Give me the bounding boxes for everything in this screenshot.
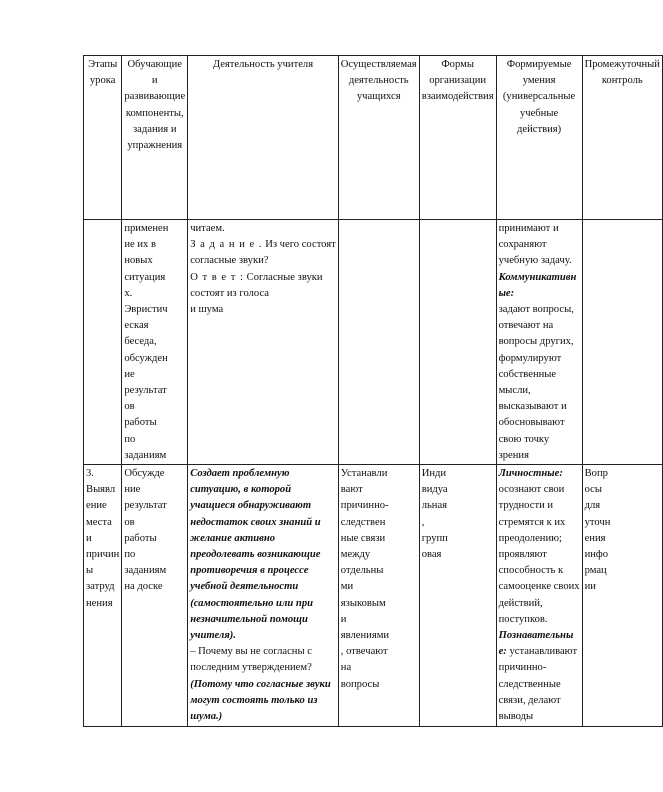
header-control: Промежуточный контроль [582, 56, 662, 220]
header-teacher-activity: Деятельность учителя [188, 56, 339, 220]
row2-students-cell: Устанавли вают причинно- следствен ные связи между отдельны ми языковым и явлениями , отвечают на вопросы [338, 465, 419, 727]
personal-label: Личностные: [498, 468, 563, 480]
table-row [84, 220, 663, 465]
row2-components-cell: Обсужде ние результат ов работы по заданиям на доске [122, 465, 188, 727]
row2-teacher-cell: Создает проблемную ситуацию, в которой учащиеся обнаруживают недостаток своих знаний и желание активно преодолевать возникающие противоречия в процессе учебной деятельности (самостоятельно или при незначительной помощи учителя). – Почему вы не согласны с последним утверждением? (Потому что согласные звуки могут состоять только из шума.) [188, 465, 339, 727]
row1-teacher-cell: читаем. З а д а н и е . Из чего состоят согласные звуки? О т в е т : Согласные звуки состоят из голоса и шума [188, 220, 339, 465]
row1-students-cell [338, 220, 419, 465]
table-row [84, 465, 663, 727]
row1-components-cell: применен ие их в новых ситуация х. Эвристич еская беседа, обсужден ие результат ов работы по заданиям [122, 220, 188, 465]
task-label: З а д а н и е . [190, 239, 263, 251]
header-components: Обучающие и развивающие компоненты, задания и упражнения [122, 56, 188, 220]
communicative-label: Коммуникативн [498, 271, 577, 283]
cognitive-label: Познавательны [498, 630, 574, 642]
row1-control-cell [582, 220, 662, 465]
row1-skills-cell: принимают и сохраняют учебную задачу. Коммуникативн ые: задают вопросы, отвечают на вопросы других, формулируют собственные мысли, высказывают и обосновывают свою точку зрения [496, 220, 582, 465]
row1-stage-cell [84, 220, 122, 465]
answer-label: О т в е т : [190, 271, 244, 283]
header-skills: Формируемые умения (универсальные учебные действия) [496, 56, 582, 220]
row2-control-cell: Вопр осы для уточн ения инфо рмац ии [582, 465, 662, 727]
header-interaction-forms: Формы организации взаимодействия [419, 56, 496, 220]
lesson-plan-table [83, 55, 663, 727]
row2-forms-cell: Инди видуа льная , групп овая [419, 465, 496, 727]
row1-forms-cell [419, 220, 496, 465]
header-student-activity: Осуществляемая деятельность учащихся [338, 56, 419, 220]
row2-skills-cell: Личностные: осознают свои трудности и стремятся к их преодолению; проявляют способность к самооценке своих действий, поступков. Познавательны е: устанавливают причинно- следственные связи, делают выводы [496, 465, 582, 727]
header-stages: Этапы урока [84, 56, 122, 220]
row2-stage-cell: 3. Выявл ение места и причин ы затруд нения [84, 465, 122, 727]
